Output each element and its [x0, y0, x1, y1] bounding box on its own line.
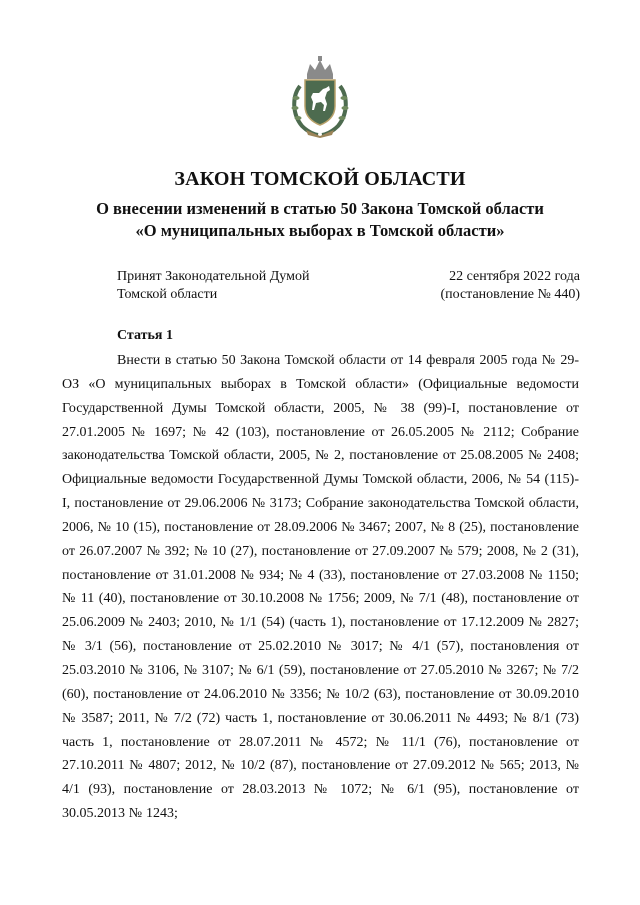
adoption-date: 22 сентября 2022 года: [449, 269, 580, 284]
adopted-by-line: Томской области: [117, 287, 218, 302]
adoption-date-block: [440, 268, 580, 304]
article-heading: Статья 1: [117, 328, 173, 343]
law-subtitle: [0, 198, 640, 242]
article-body-text: Внести в статью 50 Закона Томской области от 14 февраля 2005 года № 29-ОЗ «О муниципальных выборах в Томской области» (Официальные ведомости Государственной Думы Томской области, 2005, № 38 (99)-I, постановление от 27.01.2005 № 1697; № 42 (103), постановление от 26.05.2005 № 2112; Собрание законодательства Томской области, 2005, № 2, постановление от 25.08.2005 № 2408; Официальные ведомости Государственной Думы Томской области, 2006, № 54 (115)-I, постановление от 29.06.2006 № 3173; Собрание законодательства Томской области, 2006, № 10 (15), постановление от 28.09.2006 № 3467; 2007, № 8 (25), постановление от 26.07.2007 № 392; № 10 (27), постановление от 27.09.2007 № 579; 2008, № 2 (31), постановление от 31.01.2008 № 934; № 4 (33), постановление от 27.03.2008 № 1150; № 11 (40), постановление от 30.10.2008 № 1756; 2009, № 7/1 (48), постановление от 25.06.2009 № 2403; 2010, № 1/1 (54) (часть 1), постановление от 17.12.2009 № 2827; № 3/1 (56), постановление от 25.02.2010 № 3017; № 4/1 (57), постановления от 25.03.2010 № 3106, № 3107; № 6/1 (59), постановление от 27.05.2010 № 3267; № 7/2 (60), постановление от 24.06.2010 № 3356; № 10/2 (63), постановление от 30.09.2010 № 3587; 2011, № 7/2 (72) часть 1, постановление от 30.06.2011 № 4493; № 8/1 (73) часть 1, постановление от 28.07.2011 № 4572; № 11/1 (76), постановление от 27.10.2011 № 4807; 2012, № 10/2 (87), постановление от 27.09.2012 № 565; 2013, № 4/1 (93), постановление от 28.03.2013 № 1072; № 6/1 (95), постановление от 30.05.2013 № 1243;: [62, 353, 579, 822]
crown: [307, 56, 333, 79]
subtitle-line: «О муниципальных выборах в Томской области»: [135, 221, 505, 240]
law-title: ЗАКОН ТОМСКОЙ ОБЛАСТИ: [174, 168, 466, 190]
adopted-by-block: [117, 268, 309, 304]
shield: [305, 80, 335, 125]
adopted-by-line: Принят Законодательной Думой: [117, 269, 310, 284]
resolution-number: (постановление № 440): [440, 287, 580, 302]
coat-of-arms-emblem: [288, 56, 352, 138]
subtitle-line: О внесении изменений в статью 50 Закона Томской области: [96, 199, 544, 218]
